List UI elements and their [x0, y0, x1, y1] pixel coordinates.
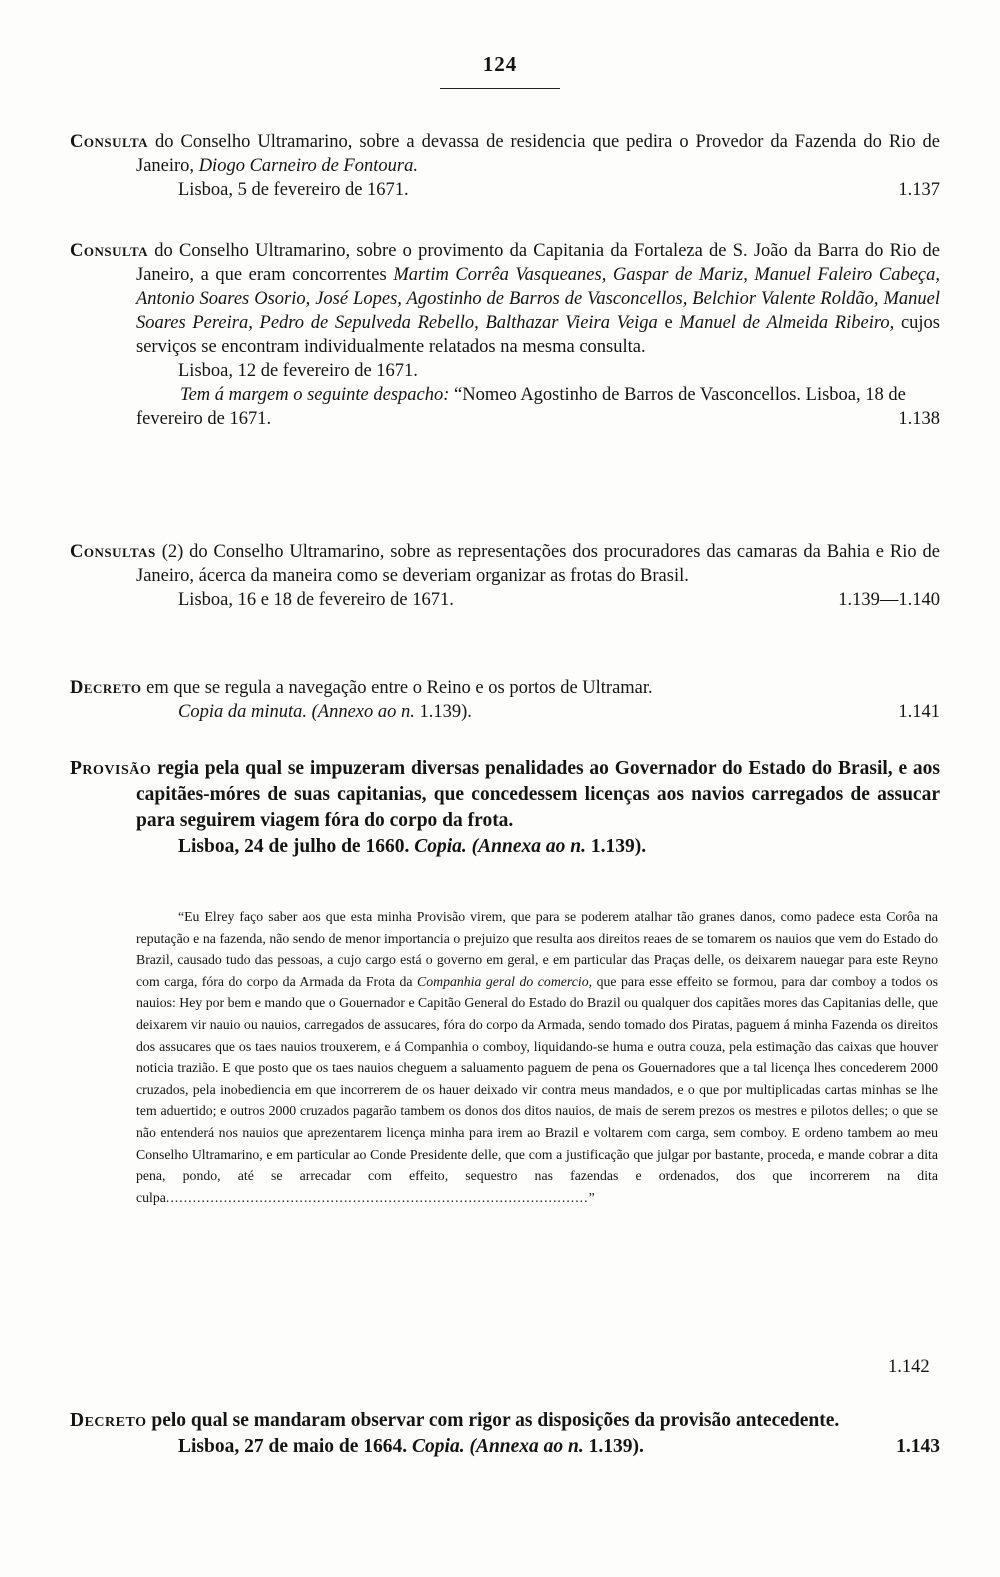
copy-note-tail: 1.139).: [590, 836, 647, 857]
entry-lead: Consultas: [70, 542, 156, 562]
place-date: Lisboa, 27 de maio de 1664.: [178, 1436, 408, 1457]
copy-note: Copia. (Annexa ao n.: [412, 1436, 584, 1457]
document-reference: 1.141: [898, 702, 940, 722]
copy-note-tail: 1.139).: [588, 1436, 644, 1457]
entry-1142: [70, 756, 940, 860]
quote-italic: Companhia geral do comercio,: [417, 973, 593, 989]
page-number: 124: [482, 52, 518, 76]
despacho-text: “Nomeo Agostinho de Barros de Vasconcellos. Lisboa, 18 de fevereiro de 1671.: [136, 385, 906, 429]
entry-last-name: Manuel de Almeida Ribeiro,: [679, 313, 895, 333]
provisao-quote: [136, 906, 938, 1208]
entry-body: em que se regula a navegação entre o Reino e os portos de Ultramar.: [146, 678, 653, 698]
quote-leader-dots: ...............................................................................................”: [165, 1189, 596, 1205]
entry-1143: [70, 1408, 940, 1460]
entry-connector: e: [664, 313, 673, 333]
despacho-line: [70, 383, 940, 431]
entry-body: (2) do Conselho Ultramarino, sobre as representações dos procuradores das camaras da Bahia e Rio de Janeiro, ácerca da maneira como se deveriam organizar as frotas do Brasil.: [136, 542, 940, 586]
copy-note: Copia da minuta. (Annexo ao n.: [178, 702, 415, 722]
entry-body: regia pela qual se impuzeram diversas penalidades ao Governador do Estado do Brasil, e aos capitães-móres de suas capitanias, que concedessem licenças aos navios carregados de assucar para seguirem viagem fóra do corpo da frota.: [136, 758, 940, 831]
entry-body-tail: cujos serviços se encontram individualmente relatados na mesma consulta.: [136, 313, 940, 357]
document-reference: 1.139—1.140: [838, 590, 940, 610]
entry-body: do Conselho Ultramarino, sobre a devassa de residencia que pedira o Provedor da Fazenda do Rio de Janeiro,: [136, 132, 940, 176]
entry-1139-1140: [70, 540, 940, 612]
entry-text: [70, 130, 940, 178]
copy-line: [70, 700, 940, 724]
entry-text: [70, 1408, 940, 1434]
place-date-line: [70, 178, 940, 202]
place-date: Lisboa, 16 e 18 de fevereiro de 1671.: [178, 590, 454, 610]
entry-lead: Decreto: [70, 678, 142, 698]
place-date: Lisboa, 5 de fevereiro de 1671.: [178, 180, 409, 200]
place-date-line: [70, 1434, 940, 1460]
copy-note: Copia. (Annexa ao n.: [414, 836, 586, 857]
place-date-line: [70, 588, 940, 612]
entry-1137: [70, 130, 940, 202]
entry-text: [70, 540, 940, 588]
entry-body: do Conselho Ultramarino, sobre o provimento da Capitania da Fortaleza de S. João da Barra do Rio de Janeiro, a que eram concorrentes: [136, 241, 941, 285]
place-date-line: [70, 834, 940, 860]
entry-lead: Consulta: [70, 132, 149, 152]
entry-text: [70, 239, 940, 359]
entry-1138: [70, 239, 940, 431]
entry-lead: Provisão: [70, 758, 152, 779]
document-reference: 1.138: [898, 409, 940, 429]
entry-lead: Consulta: [70, 241, 149, 261]
copy-note-tail: 1.139).: [419, 702, 472, 722]
document-reference: 1.137: [898, 180, 940, 200]
document-reference: 1.143: [896, 1436, 940, 1457]
entry-lead: Decreto: [70, 1410, 147, 1431]
despacho-label: Tem á margem o seguinte despacho:: [180, 385, 450, 405]
entry-names: Martim Corrêa Vasqueanes, Gaspar de Mariz, Manuel Faleiro Cabeça, Antonio Soares Osorio, José Lopes, Agostinho de Barros de Vasconcellos, Belchior Valente Roldão, Manuel Soares Pereira, Pedro de Sepulveda Rebello, Balthazar Vieira Veiga: [136, 265, 941, 333]
quote-text: “Eu Elrey faço saber aos que esta minha Provisão virem, que para se poderem atalhar tão granes danos, como padece esta Corôa na reputação e na fazenda, não sendo de menor importancia o prejuizo que resulta aos direitos reaes de se tomarem os nauios que vem do Estado do Brazil, causado tudo das pessoas, a cujo cargo está o governo em geral, e em particular das Praças delle, os deixarem nauegar para este Reyno com carga, fóra do corpo da Armada da Frota da: [136, 909, 938, 989]
quote-text-continued: que para esse effeito se formou, para dar comboy a todos os nauios: Hey por bem e mando que o Gouernador e Capitão General do Estado do Brazil ou qualquer dos capitães mores das Capitanias delle, que deixarem vir nauio ou nauios, carregados de assucares, fóra do corpo da Armada, sendo tomado dos Piratas, paguem á minha Fazenda os direitos dos assucares que os taes nauios trouxerem, e á Companhia o comboy, liquidando-se huma e outra couza, pela estimação das caixas que houver noticia trazião. E que posto que os taes nauios cheguem a saluamento paguem de pena os Gouernadores que a tal licença lhes concederem 2000 cruzados, pela inobediencia em que incorrerem de os hauer deixado vir contra meus mandados, e o que por multiplicadas cartas minhas se lhe tem aduertido; e outros 2000 cruzados pagarão tambem os donos dos ditos nauios, de mais de serem prezos os mestres e pilotos delles; o que se não entenderá nos nauios que aprezentarem licença minha para irem ao Brazil e voltarem com carga, sem comboy. E ordeno tambem ao meu Conselho Ultramarino, e em particular ao Conde Presidente delle, que com a justificação que julgar por bastante, proceda, e mande cobrar a dita pena, pondo, até se arrecadar com effeito, sequestro nas fazendas e ordenados, dos que incorrerem na dita culpa: [136, 973, 939, 1205]
entry-text: [70, 756, 940, 834]
entry-body-italic: Diogo Carneiro de Fontoura.: [198, 156, 418, 176]
entry-text: [70, 676, 940, 700]
place-date: Lisboa, 24 de julho de 1660.: [178, 836, 410, 857]
entry-body: pelo qual se mandaram observar com rigor as disposições da provisão antecedente.: [151, 1410, 840, 1431]
entry-1141: [70, 676, 940, 724]
place-date-line: [70, 359, 940, 383]
document-reference: 1.142: [888, 1357, 930, 1377]
page-number-rule: [440, 88, 560, 89]
place-date: Lisboa, 12 de fevereiro de 1671.: [178, 361, 418, 381]
